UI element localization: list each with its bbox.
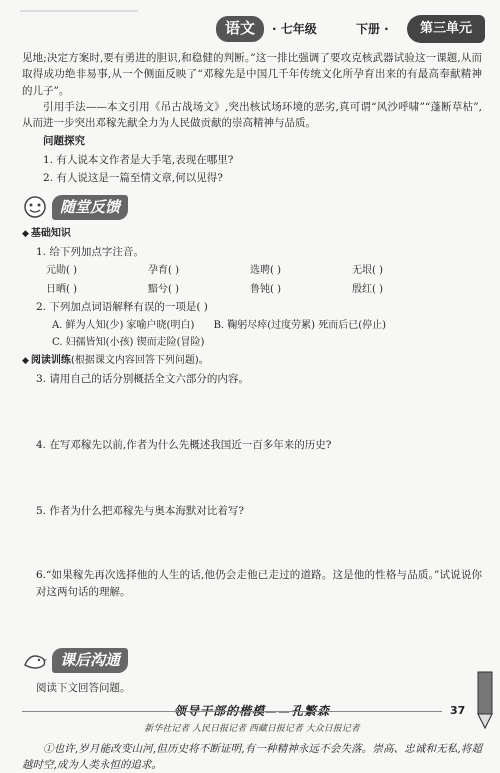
question-5: 5. 作者为什么把邓稼先与奥本海默对比着写? bbox=[36, 505, 244, 518]
basic-knowledge-label: ◆ 基础知识 bbox=[22, 226, 482, 242]
diamond-icon: ◆ bbox=[22, 355, 29, 366]
pinyin-item: 黯兮( ) bbox=[148, 283, 179, 295]
bird-icon bbox=[22, 649, 48, 673]
answer-space[interactable] bbox=[22, 519, 482, 567]
subject-badge: 语文 bbox=[216, 16, 264, 42]
paragraph-analysis-2: 引用手法——本文引用《吊古战场文》,突出核试场环境的恶劣,真可谓“风沙呼啸”“蓬断草枯”,从而进一步突出邓稼先献全力为人民做贡献的崇高精神与品质。 bbox=[22, 100, 482, 130]
article-title: 领导干部的楷模——孔繁森 bbox=[173, 704, 330, 719]
pinyin-item: 选聘( ) bbox=[250, 265, 281, 277]
inquiry-question-1: 1. 有人说本文作者是大手笔,表现在哪里? bbox=[43, 153, 234, 166]
pinyin-row-1 bbox=[46, 263, 482, 279]
question-2: 2. 下列加点词语解释有误的一项是( ) bbox=[36, 301, 208, 314]
pinyin-row-2 bbox=[46, 282, 482, 298]
pinyin-item: 元勋( ) bbox=[46, 265, 77, 277]
term-label: 下册 · bbox=[356, 22, 389, 36]
reading-instruction: 阅读下文回答问题。 bbox=[36, 681, 131, 694]
section-title-feedback: 随堂反馈 bbox=[52, 195, 128, 220]
paragraph-analysis-1: 见地;决定方案时,要有勇进的胆识,和稳健的判断。”这一排比强调了要攻克核武器试验这一课题,从而取得成功绝非易事,从一个侧面反映了“邓稼先是中国几千年传统文化所孕育出来的有最高奉献精神的儿子”。 bbox=[22, 52, 482, 97]
grade-label: · 七年级 bbox=[272, 22, 317, 36]
article-paragraph-1: ①也许,岁月能改变山河,但历史将不断证明,有一种精神永远不会失落。崇高、忠诚和无私,将超越时空,成为人类永恒的追求。 bbox=[22, 742, 482, 771]
pinyin-item: 殷红( ) bbox=[352, 283, 383, 295]
page-number: 37 bbox=[450, 704, 466, 717]
pinyin-item: 无垠( ) bbox=[352, 265, 383, 277]
question-6: 6.“如果稼先再次选择他的人生的话,他仍会走他已走过的道路。这是他的性格与品质。”试说说你对这两句话的理解。 bbox=[36, 569, 482, 598]
answer-space[interactable] bbox=[22, 600, 482, 640]
option-c: C. 妇孺皆知(小孩) 锲而走险(冒险) bbox=[52, 337, 205, 349]
article-byline: 新华社记者 人民日报记者 西藏日报记者 大众日报记者 bbox=[144, 723, 360, 734]
section-heading-feedback bbox=[22, 192, 482, 222]
reading-training-label: ◆ 阅读训练(根据课文内容回答下列问题)。 bbox=[22, 353, 482, 369]
section-title-after-class: 课后沟通 bbox=[52, 648, 128, 673]
question-3: 3. 请用自己的话分别概括全文六部分的内容。 bbox=[36, 372, 249, 385]
unit-badge: 第三单元 bbox=[407, 15, 485, 43]
answer-space[interactable] bbox=[22, 387, 482, 435]
inquiry-question-2: 2. 有人说这是一篇至情文章,何以见得? bbox=[43, 171, 223, 184]
page-header bbox=[0, 0, 500, 52]
pinyin-item: 日晒( ) bbox=[46, 283, 77, 295]
page-content bbox=[22, 50, 482, 773]
options-row-2 bbox=[52, 335, 482, 351]
smiley-icon bbox=[22, 195, 48, 219]
option-b: B. 鞠躬尽瘁(过度劳累) 死而后已(停止) bbox=[213, 319, 387, 331]
header-decoration bbox=[20, 6, 140, 26]
diamond-icon: ◆ bbox=[22, 229, 29, 240]
pinyin-item: 孕育( ) bbox=[148, 265, 179, 277]
section-heading-after-class bbox=[22, 646, 482, 676]
pinyin-item: 鲁钝( ) bbox=[250, 283, 281, 295]
answer-space[interactable] bbox=[22, 453, 482, 501]
decorative-letters-icon bbox=[20, 6, 140, 20]
pencil-icon bbox=[472, 670, 498, 730]
inquiry-title: 问题探究 bbox=[43, 135, 85, 148]
question-1: 1. 给下列加点字注音。 bbox=[36, 246, 144, 259]
options-row-1 bbox=[52, 318, 482, 334]
option-a: A. 鲜为人知(少) 家喻户晓(明白) bbox=[52, 319, 195, 331]
footer-rule bbox=[22, 711, 442, 712]
question-4: 4. 在写邓稼先以前,作者为什么先概述我国近一百多年来的历史? bbox=[36, 438, 332, 451]
